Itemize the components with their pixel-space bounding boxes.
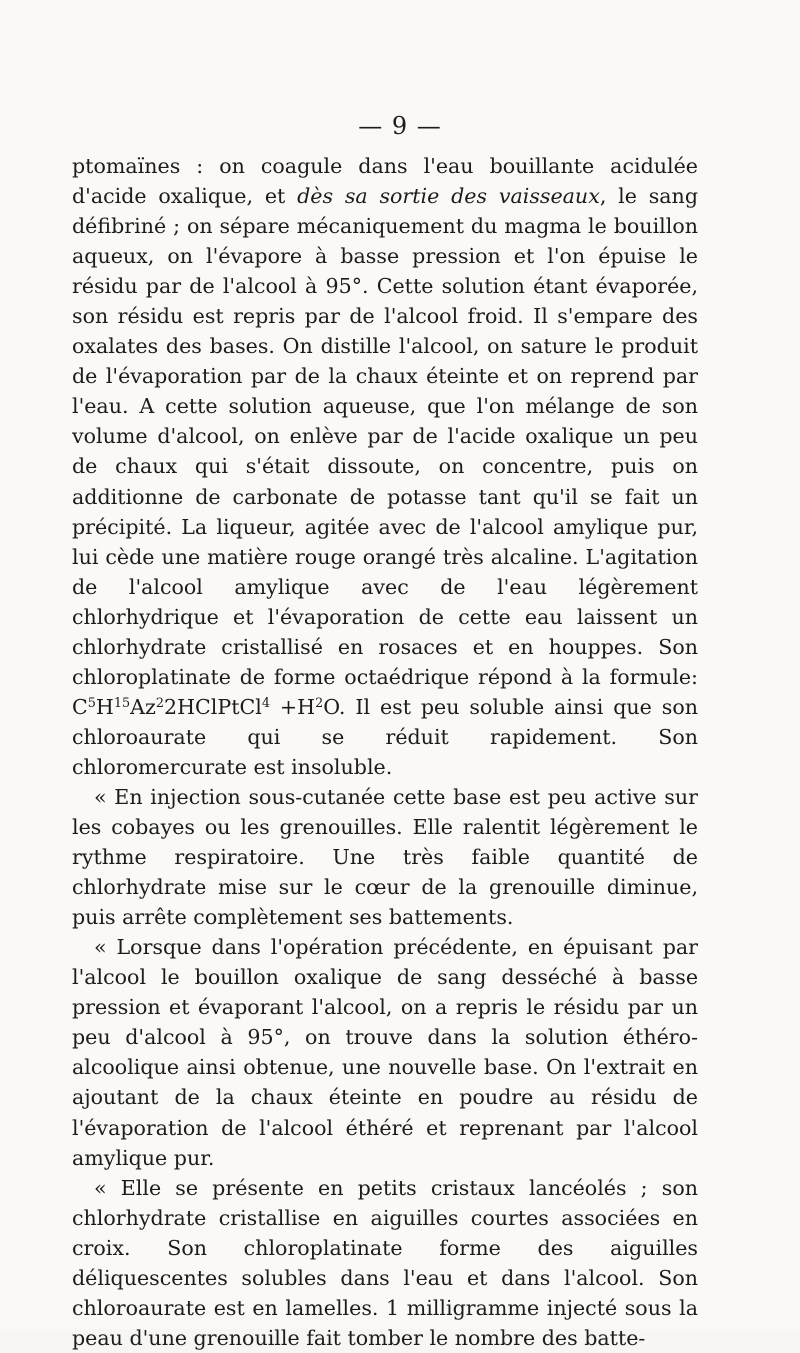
text-run: « En injection sous-cutanée cette base est peu active sur les cobayes ou les grenouilles. Elle ralentit légèrement le rythme respiratoire. Une très faible quantité de chlorhydrate mise sur le cœur de la grenouille diminue, puis arrête complètement ses battements.: [72, 784, 698, 930]
body-text: [72, 151, 698, 1353]
text-run: +H: [269, 694, 316, 719]
paragraph-1: [72, 151, 698, 782]
text-run: O. Il est peu soluble ainsi que son chloroaurate qui se réduit rapidement. Son chloromercurate est insoluble.: [72, 694, 698, 779]
text-run: « Lorsque dans l'opération précédente, en épuisant par l'alcool le bouillon oxalique de sang desséché à basse pression et évaporant l'alcool, on a repris le résidu par un peu d'alcool à 95°, on trouve dans la solution éthéro-alcoolique ainsi obtenue, une nouvelle base. On l'extrait en ajoutant de la chaux éteinte en poudre au résidu de l'évaporation de l'alcool éthéré et reprenant par l'alcool amylique pur.: [72, 935, 698, 1170]
paragraph-4: [72, 1173, 698, 1353]
text-run: 2HClPtCl: [163, 694, 262, 719]
text-run: H: [95, 694, 114, 719]
text-run: Az: [130, 694, 156, 719]
formula-superscript: 2: [315, 695, 324, 711]
text-run: « Elle se présente en petits cristaux lancéolés ; son chlorhydrate cristallise en aiguilles courtes associées en croix. Son chloroplatinate forme des aiguilles déliquescentes solubles dans l'eau et dans l'alcool. Son chloroaurate est en lamelles. 1 milligramme injecté sous la peau d'une grenouille fait tomber le nombre des batte-: [72, 1175, 698, 1350]
formula-superscript: 2: [155, 695, 164, 711]
formula-superscript: 15: [113, 695, 131, 711]
italic-text: dès sa sortie des vaisseaux: [297, 184, 600, 209]
page-number: — 9 —: [358, 112, 442, 140]
paragraph-3: [72, 932, 698, 1172]
formula-superscript: 5: [87, 695, 96, 711]
formula-superscript: 4: [261, 695, 270, 711]
paragraph-2: [72, 782, 698, 932]
text-run: ptomaïnes : on coagule dans l'eau bouillante acidulée d'acide oxalique, et: [72, 154, 698, 209]
text-run: , le sang défibriné ; on sépare mécaniquement du magma le bouillon aqueux, on l'évapore à basse pression et l'on épuise le résidu par de l'alcool à 95°. Cette solution étant évaporée, son résidu est repris par de l'alcool froid. Il s'empare des oxalates des bases. On distille l'alcool, on sature le produit de l'évaporation par de la chaux éteinte et on reprend par l'eau. A cette solution aqueuse, que l'on mélange de son volume d'alcool, on enlève par de l'acide oxalique un peu de chaux qui s'était dissoute, on concentre, puis on additionne de carbonate de potasse tant qu'il se fait un précipité. La liqueur, agitée avec de l'alcool amylique pur, lui cède une matière rouge orangé très alcaline. L'agitation de l'alcool amylique avec de l'eau légèrement chlorhydrique et l'évaporation de cette eau laissent un chlorhydrate cristallisé en rosaces et en houppes. Son chloroplatinate de forme octaédrique répond à la formule: C: [72, 184, 698, 719]
